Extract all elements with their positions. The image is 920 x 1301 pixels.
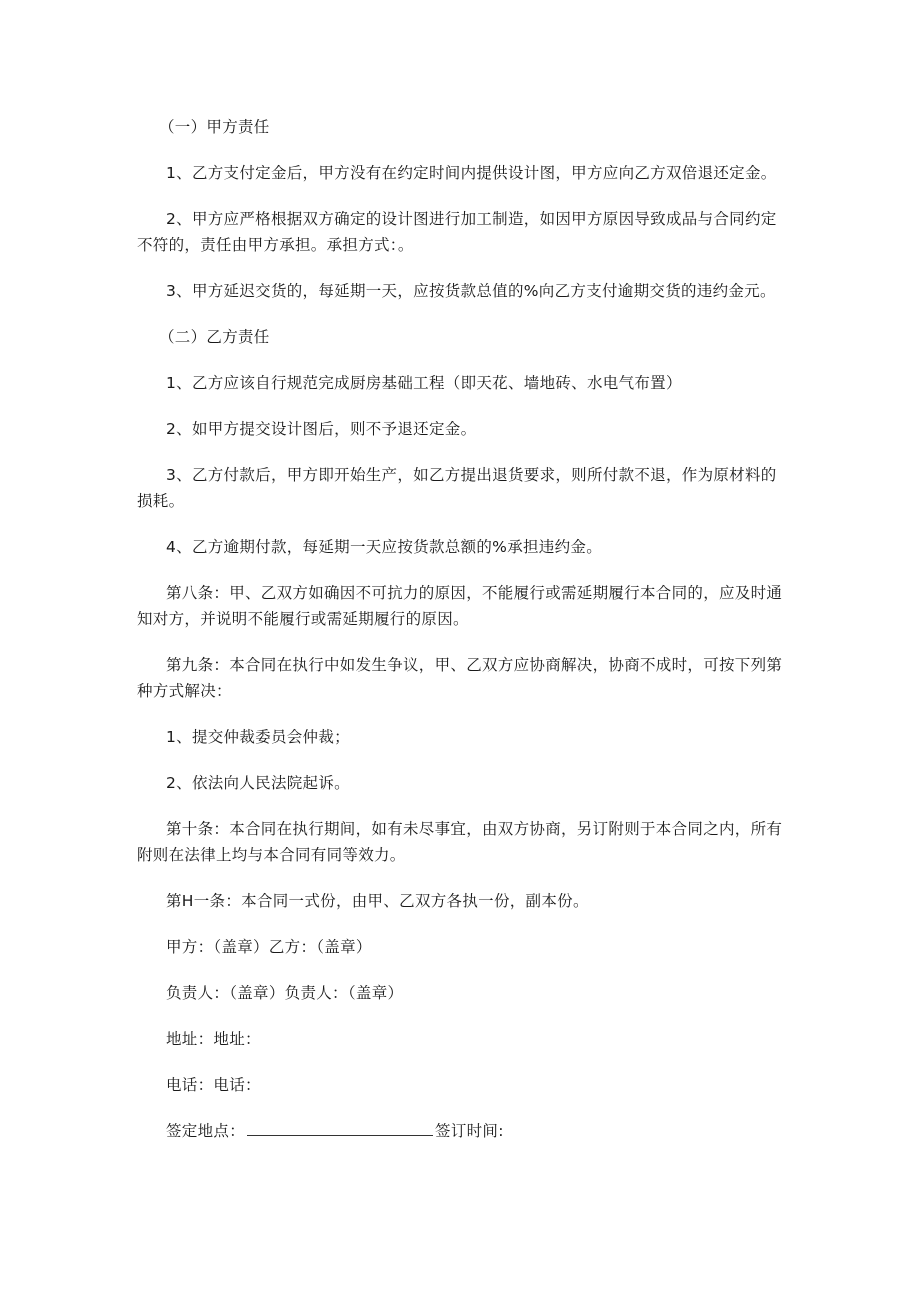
sign-place-label: 签定地点： bbox=[166, 1122, 246, 1140]
a-item-3: 3、甲方延迟交货的，每延期一天，应按货款总值的%向乙方支付逾期交货的违约金元。 bbox=[166, 282, 776, 300]
article-10: 第十条：本合同在执行期间，如有未尽事宜，由双方协商，另订附则于本合同之内，所有附则在法律上均与本合同有同等效力。 bbox=[137, 820, 783, 864]
section-b-title: （二）乙方责任 bbox=[159, 328, 270, 346]
b-item-3: 3、乙方付款后，甲方即开始生产，如乙方提出退货要求，则所付款不退，作为原材料的损耗。 bbox=[137, 466, 777, 510]
signature-phones: 电话：电话： bbox=[166, 1076, 261, 1094]
article-11: 第H一条：本合同一式份，由甲、乙双方各执一份，副本份。 bbox=[166, 892, 589, 910]
b-item-2: 2、如甲方提交设计图后，则不予退还定金。 bbox=[166, 420, 477, 438]
signature-addresses: 地址：地址： bbox=[166, 1030, 261, 1048]
article-9: 第九条：本合同在执行中如发生争议，甲、乙双方应协商解决，协商不成时，可按下列第种方式解决： bbox=[137, 656, 783, 700]
b-item-4: 4、乙方逾期付款，每延期一天应按货款总额的%承担违约金。 bbox=[166, 538, 602, 556]
article-8: 第八条：甲、乙双方如确因不可抗力的原因，不能履行或需延期履行本合同的，应及时通知对方，并说明不能履行或需延期履行的原因。 bbox=[137, 584, 783, 628]
section-a-title: （一）甲方责任 bbox=[159, 118, 270, 136]
article-9-option-1: 1、提交仲裁委员会仲裁； bbox=[166, 728, 350, 746]
a-item-1: 1、乙方支付定金后，甲方没有在约定时间内提供设计图，甲方应向乙方双倍退还定金。 bbox=[166, 164, 777, 182]
article-9-option-2: 2、依法向人民法院起诉。 bbox=[166, 774, 350, 792]
contract-page bbox=[137, 114, 787, 1144]
signature-place-time bbox=[137, 1118, 787, 1144]
signature-responsible-persons: 负责人：（盖章）负责人：（盖章） bbox=[166, 984, 404, 1002]
b-item-1: 1、乙方应该自行规范完成厨房基础工程（即天花、墙地砖、水电气布置） bbox=[166, 374, 682, 392]
sign-time-label: 签订时间: bbox=[435, 1122, 504, 1140]
a-item-2: 2、甲方应严格根据双方确定的设计图进行加工制造，如因甲方原因导致成品与合同约定不符的，责任由甲方承担。承担方式：。 bbox=[137, 210, 777, 254]
sign-place-blank-line[interactable] bbox=[247, 1119, 433, 1136]
signature-parties: 甲方：（盖章）乙方：（盖章） bbox=[166, 938, 372, 956]
